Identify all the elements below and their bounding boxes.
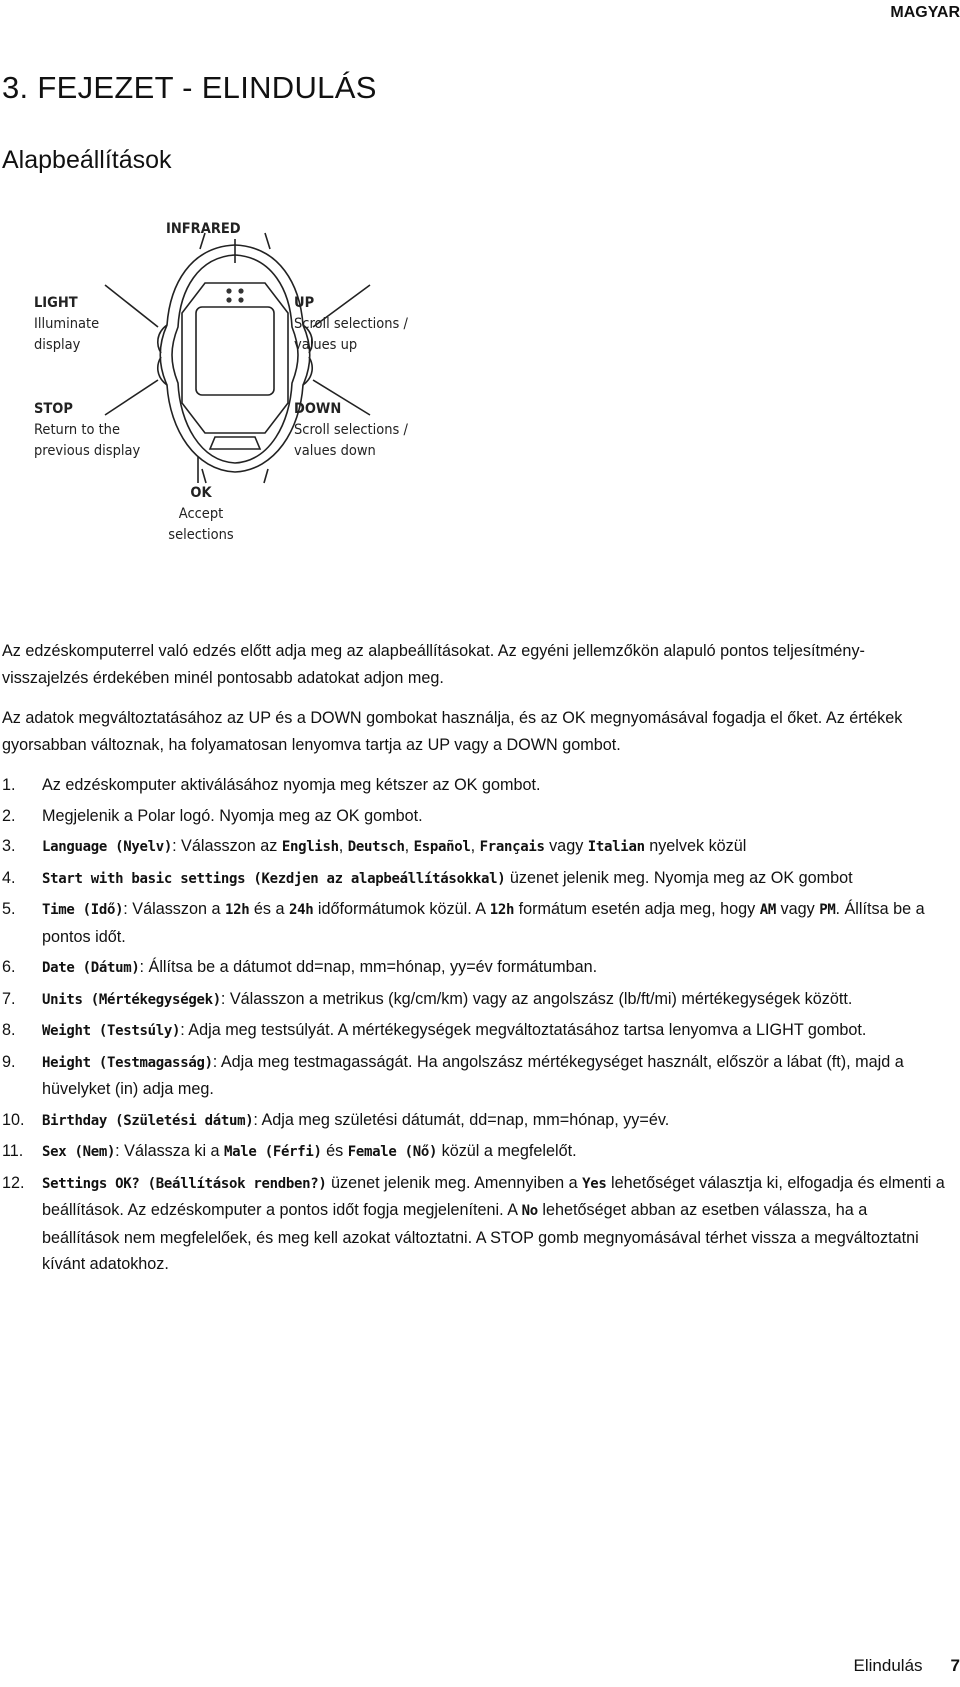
step-number: 11. — [2, 1142, 24, 1160]
setup-step — [2, 1107, 946, 1135]
display-term: Sex (Nem) — [42, 1144, 116, 1160]
down-button-label: DOWN Scroll selections / values down — [294, 401, 408, 459]
display-term: Weight (Testsúly) — [42, 1023, 181, 1039]
display-term: Language (Nyelv) — [42, 839, 173, 855]
step-text: vagy — [544, 837, 588, 855]
up-button-label: UP Scroll selections / values up — [294, 295, 408, 353]
step-text: és a — [249, 900, 289, 918]
step-text: időformátumok közül. A — [313, 900, 490, 918]
step-number: 4. — [2, 868, 16, 887]
section-title: Alapbeállítások — [2, 146, 172, 174]
setup-step — [2, 1049, 946, 1103]
step-text: : Adja meg testsúlyát. A mértékegységek megváltoztatásához tartsa lenyomva a LIGHT gombot. — [180, 1021, 867, 1039]
step-text: , — [404, 837, 414, 855]
display-term: Italian — [587, 839, 645, 855]
watch-buttons-figure — [30, 221, 450, 565]
step-text: Az edzéskomputer aktiválásához nyomja meg kétszer az OK gombot. — [42, 776, 541, 794]
step-number: 1. — [2, 776, 16, 794]
step-text: : Válassza ki a — [115, 1142, 225, 1160]
display-term: Units (Mértékegységek) — [42, 991, 221, 1008]
step-number: 10. — [2, 1110, 25, 1129]
display-term: Height (Testmagasság) — [42, 1054, 213, 1071]
display-term: 24h — [288, 902, 314, 918]
step-text: nyelvek közül — [644, 837, 747, 855]
display-term: 12h — [489, 902, 515, 918]
display-term: Yes — [582, 1175, 607, 1192]
display-term: Female (Nő) — [347, 1144, 438, 1160]
setup-step — [2, 954, 946, 982]
step-number: 8. — [2, 1021, 16, 1039]
step-text: : Válasszon a metrikus (kg/cm/km) vagy az angolszász (lb/ft/mi) mértékegységek között. — [220, 989, 853, 1008]
footer-section: Elindulás — [853, 1656, 923, 1675]
step-text: lehetőséget választja ki, elfogadja és elmenti a beállítások. Az edzéskomputer a pontos időt fogja megjeleníteni. A — [42, 1173, 945, 1219]
step-text: üzenet jelenik meg. Amennyiben a — [326, 1173, 583, 1192]
step-text: közül a megfelelőt. — [437, 1142, 577, 1160]
language-label: MAGYAR — [890, 4, 960, 21]
display-term: Time (Idő) — [42, 902, 124, 918]
step-text: : Válasszon az — [172, 837, 282, 855]
body-text — [2, 638, 946, 1282]
step-number: 5. — [2, 900, 16, 918]
display-term: English — [281, 839, 339, 855]
display-term: Français — [479, 839, 545, 855]
setup-step — [2, 1170, 946, 1278]
page-number: 7 — [950, 1656, 960, 1675]
step-number: 3. — [2, 837, 16, 855]
display-term: Date (Dátum) — [42, 960, 140, 976]
display-term: 12h — [224, 902, 250, 918]
display-term: Settings OK? (Beállítások rendben?) — [42, 1175, 327, 1192]
step-text: üzenet jelenik meg. Nyomja meg az OK gombot — [505, 868, 853, 887]
step-text: : Adja meg születési dátumát, dd=nap, mm=hónap, yy=év. — [253, 1110, 670, 1129]
step-text: vagy — [776, 900, 820, 918]
step-text: . Állítsa be a pontos időt. — [42, 900, 925, 946]
setup-step — [2, 1017, 946, 1045]
ok-button-label: OK Accept selections — [168, 485, 234, 543]
display-term: Start with basic settings (Kezdjen az alapbeállításokkal) — [42, 870, 506, 887]
step-text: : Adja meg testmagasságát. Ha angolszász mértékegységet használt, először a lábat (ft), majd a hüvelyket (in) adja meg. — [42, 1052, 904, 1098]
setup-step — [2, 896, 946, 950]
step-number: 7. — [2, 989, 16, 1008]
setup-step — [2, 803, 946, 830]
step-number: 9. — [2, 1052, 16, 1071]
step-text: lehetőséget abban az esetben válassza, ha a beállítások nem megfelelőek, és meg kell azokat változtatni. A STOP gomb megnyomásával térhet vissza a megváltoztatni kívánt adatokhoz. — [42, 1201, 919, 1273]
step-number: 2. — [2, 806, 16, 825]
step-text: és — [321, 1142, 348, 1160]
intro-paragraph: Az adatok megváltoztatásához az UP és a DOWN gombokat használja, és az OK megnyomásával fogadja el őket. Az értékek gyorsabban változnak, ha folyamatosan lenyomva tartja az UP vagy a DOWN gombot. — [2, 709, 903, 754]
step-text: , — [338, 837, 348, 855]
stop-button-label: STOP Return to the previous display — [34, 401, 141, 459]
step-text: formátum esetén adja meg, hogy — [514, 900, 760, 918]
step-number: 6. — [2, 958, 16, 976]
infrared-label: INFRARED — [166, 221, 241, 237]
display-term: AM — [759, 902, 777, 918]
page-footer — [854, 1656, 960, 1676]
display-term: No — [521, 1203, 538, 1219]
setup-step — [2, 986, 946, 1014]
light-button-label: LIGHT Illuminate display — [34, 295, 100, 353]
setup-step — [2, 865, 946, 893]
display-term: Español — [413, 839, 471, 855]
step-number: 12. — [2, 1173, 25, 1192]
step-text: Megjelenik a Polar logó. Nyomja meg az OK gombot. — [42, 806, 423, 825]
step-text: : Válasszon a — [123, 900, 225, 918]
display-term: Birthday (Születési dátum) — [42, 1112, 254, 1129]
display-term: Male (Férfi) — [224, 1144, 322, 1160]
setup-step — [2, 833, 946, 861]
step-text: : Állítsa be a dátumot dd=nap, mm=hónap, yy=év formátumban. — [139, 958, 598, 976]
setup-steps-list — [2, 772, 946, 1278]
display-term: PM — [819, 902, 836, 918]
intro-paragraph: Az edzéskomputerrel való edzés előtt adja meg az alapbeállításokat. Az egyéni jellemzőkön alapuló pontos teljesítmény-visszajelzés érdekében minél pontosabb adatokat adjon meg. — [2, 642, 865, 687]
step-text: , — [470, 837, 480, 855]
setup-step — [2, 1138, 946, 1166]
chapter-title: 3. FEJEZET - ELINDULÁS — [2, 70, 377, 105]
setup-step — [2, 772, 946, 799]
display-term: Deutsch — [347, 839, 405, 855]
